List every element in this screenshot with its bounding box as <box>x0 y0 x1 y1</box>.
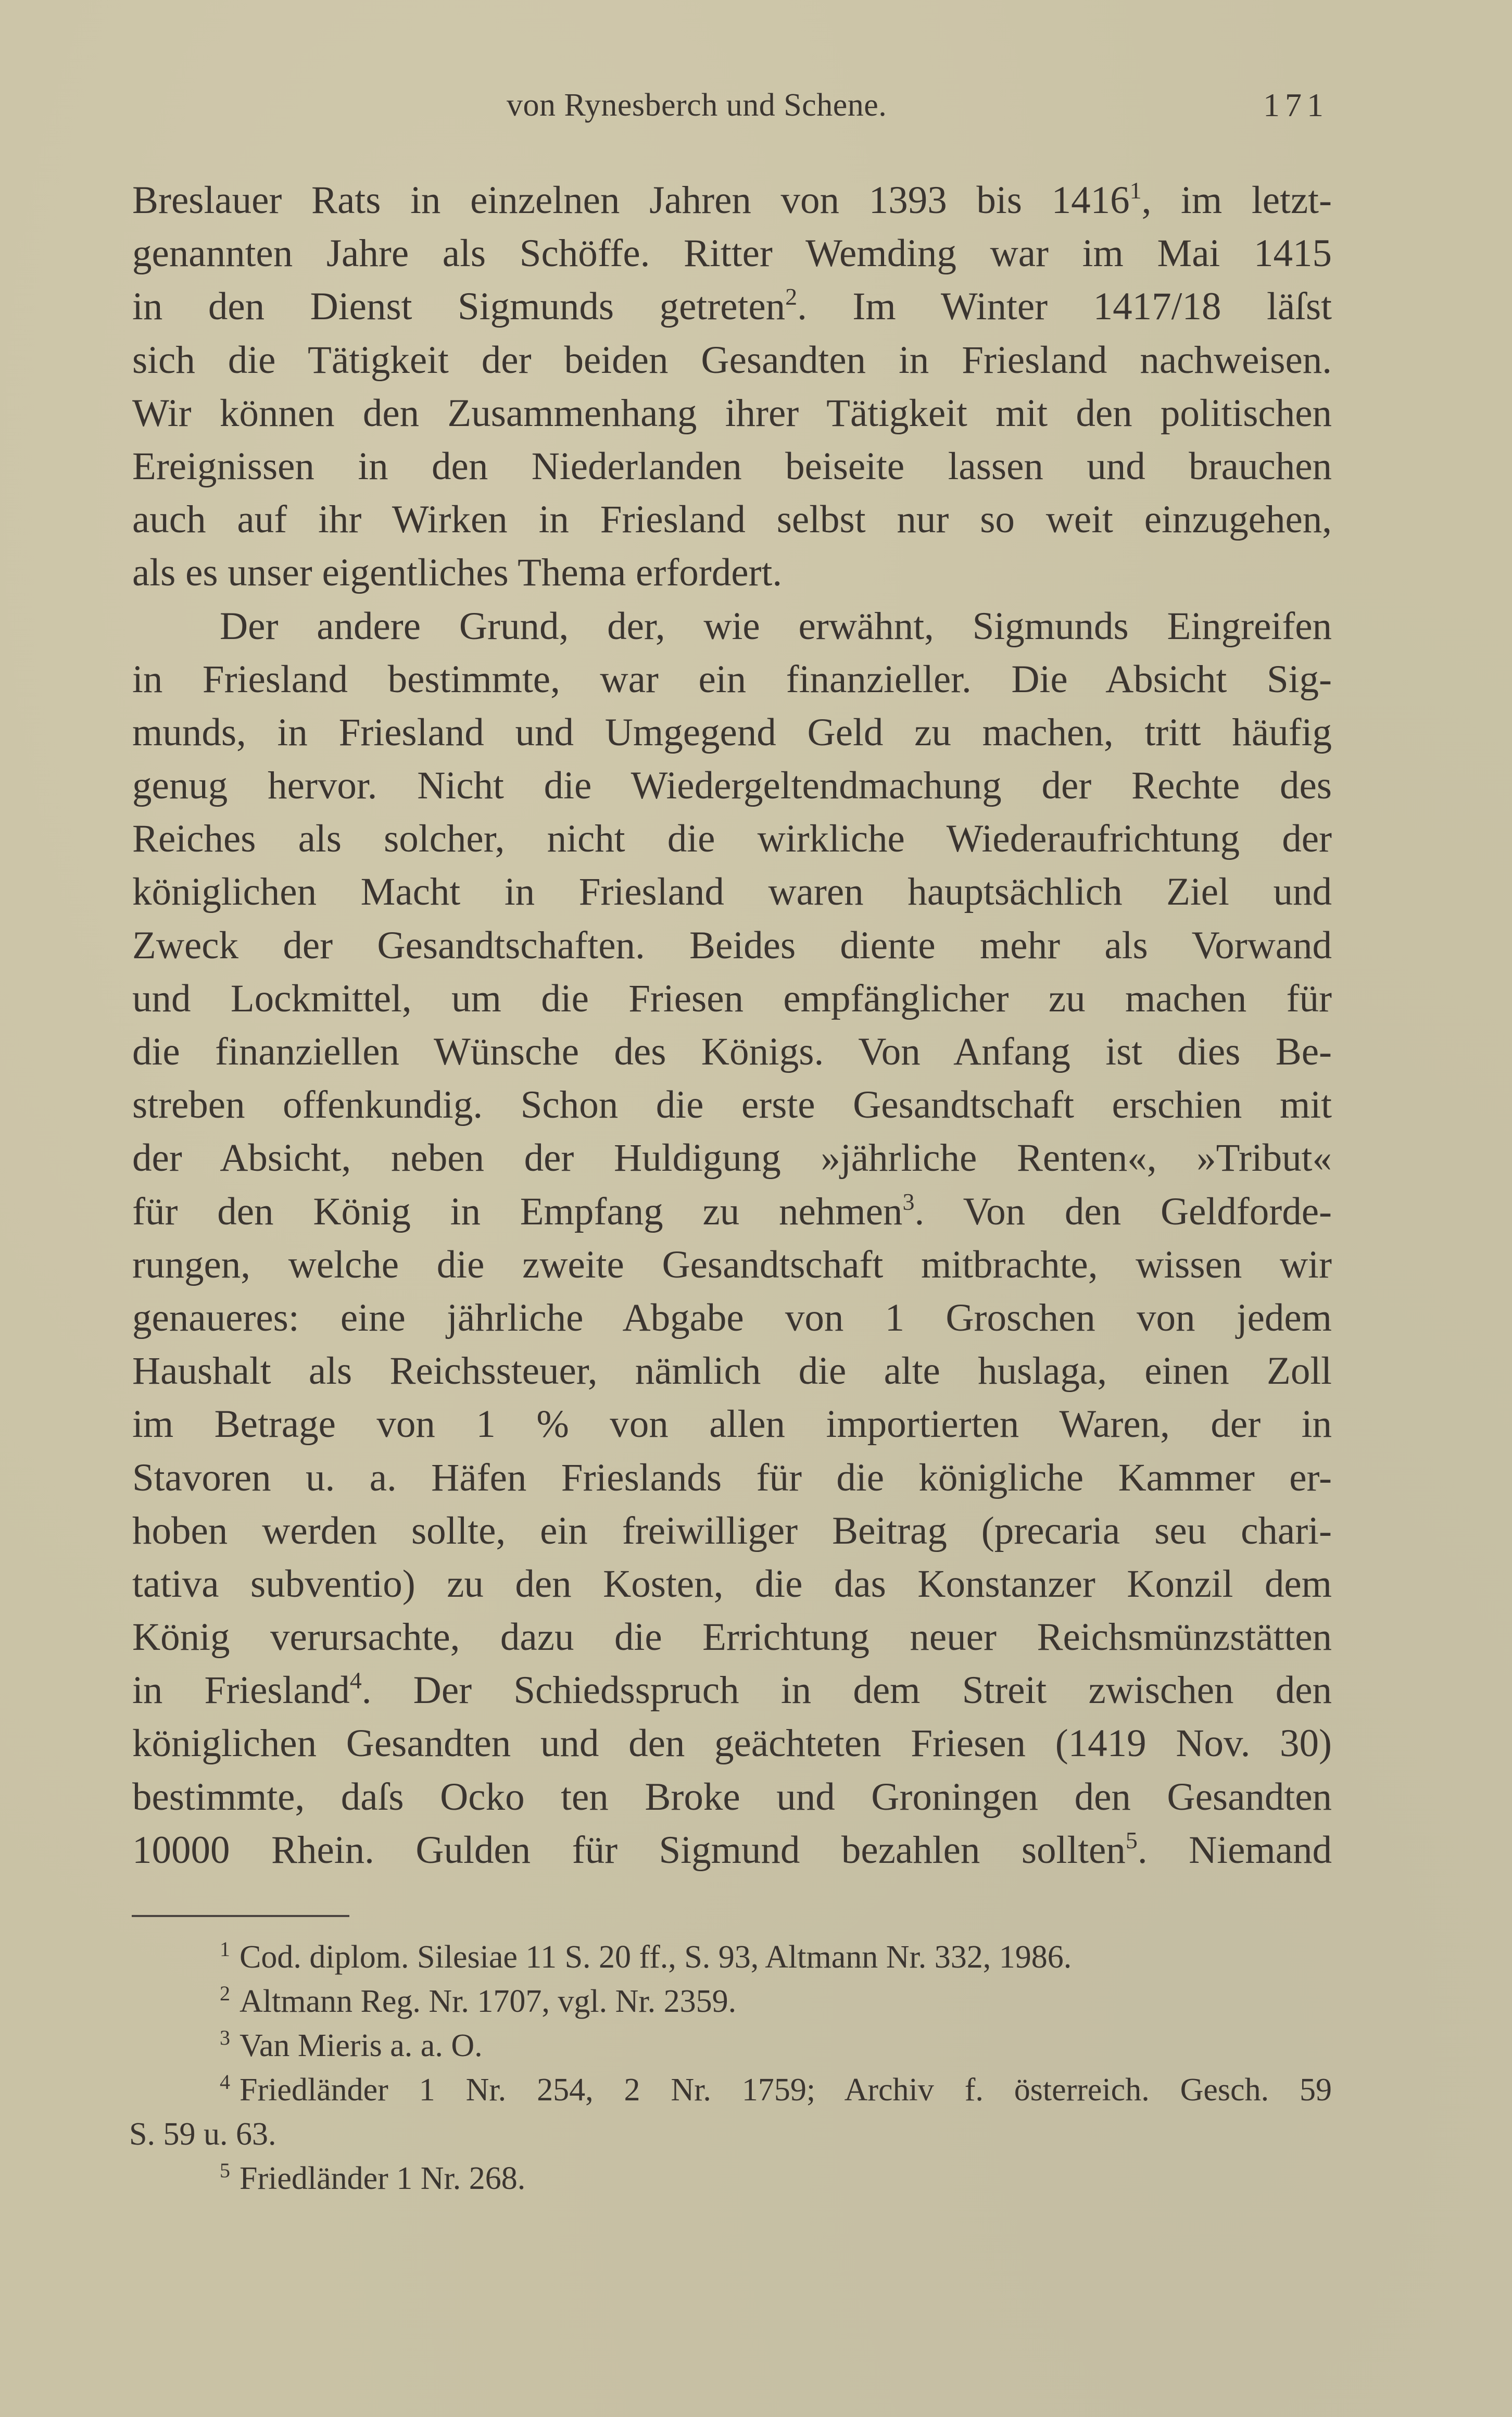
text-line: Der andere Grund, der, wie erwähnt, Sigmunds Eingreifen <box>220 604 1332 648</box>
footnote-number: 5 <box>220 2159 230 2182</box>
footnote-2: $^2$ Altmann Reg. Nr. 1707, vgl. Nr. 2359. <box>220 1982 737 2019</box>
footnote-3: $^3$ Van Mieris a. a. O. <box>220 2026 483 2063</box>
footnote-1: $^1$ Cod. diplom. Silesiae 11 S. 20 ff., S. 93, Altmann Nr. 332, 1986. <box>220 1937 1072 1975</box>
text-line: königlichen Macht in Friesland waren hauptsächlich Ziel und <box>132 870 1332 914</box>
text-line: königlichen Gesandten und den geächteten Friesen (1419 Nov. 30) <box>132 1722 1332 1765</box>
text-line: Wir können den Zusammenhang ihrer Tätigkeit mit den politischen <box>132 391 1332 435</box>
text-line: sich die Tätigkeit der beiden Gesandten in Friesland nachweisen. <box>132 338 1332 382</box>
text-line: auch auf ihr Wirken in Friesland selbst nur so weit einzugehen, <box>132 498 1332 542</box>
footnote-5: $^5$ Friedländer 1 Nr. 268. <box>220 2159 526 2196</box>
text-line: Ereignissen in den Niederlanden beiseite lassen und brauchen <box>132 444 1332 488</box>
text-line: im Betrage von 1 % von allen importierten Waren, der in <box>132 1402 1332 1446</box>
text-line: Zweck der Gesandtschaften. Beides diente mehr als Vorwand <box>132 923 1332 967</box>
text-line: genannten Jahre als Schöffe. Ritter Wemding war im Mai 1415 <box>132 232 1332 275</box>
text-line: bestimmte, daſs Ocko ten Broke und Groningen den Gesandten <box>132 1775 1332 1819</box>
text-line: Stavoren u. a. Häfen Frieslands für die königliche Kammer er- <box>132 1456 1332 1499</box>
text-line: die finanziellen Wünsche des Königs. Von Anfang ist dies Be- <box>132 1030 1332 1073</box>
footnote-4: $^4$ Friedländer 1 Nr. 254, 2 Nr. 1759; Archiv f. österreich. Gesch. 59 <box>220 2070 1332 2108</box>
footnote-ref[interactable]: 5 <box>1125 1826 1138 1854</box>
text-line: in Friesland$^4$. Der Schiedsspruch in dem Streit zwischen den <box>132 1667 1332 1712</box>
footnotes <box>129 1935 1332 2201</box>
text-line: und Lockmittel, um die Friesen empfänglicher zu machen für <box>132 976 1332 1020</box>
footnote-ref[interactable]: 3 <box>902 1188 915 1215</box>
text-line: streben offenkundig. Schon die erste Gesandtschaft erschien mit <box>132 1083 1332 1127</box>
text-line: König verursachte, dazu die Errichtung neuer Reichsmünzstätten <box>132 1615 1332 1659</box>
text-line: genug hervor. Nicht die Wiedergeltendmachung der Rechte des <box>132 764 1332 808</box>
footnote-number: 4 <box>220 2070 230 2094</box>
text-line: rungen, welche die zweite Gesandtschaft mitbrachte, wissen wir <box>132 1243 1332 1286</box>
text-line: hoben werden sollte, ein freiwilliger Beitrag (precaria seu chari- <box>132 1509 1332 1552</box>
running-head: von Rynesberch und Schene. <box>507 87 887 123</box>
footnote-ref[interactable]: 2 <box>785 283 798 310</box>
text-line: in Friesland bestimmte, war ein finanzieller. Die Absicht Sig- <box>132 657 1332 701</box>
text-line: Breslauer Rats in einzelnen Jahren von 1393 bis 1416$^1$, im letzt- <box>132 177 1332 222</box>
text-line: genaueres: eine jährliche Abgabe von 1 Groschen von jedem <box>132 1296 1332 1339</box>
footnote-number: 1 <box>220 1937 230 1961</box>
footnote-number: 2 <box>220 1982 230 2005</box>
footnote-ref[interactable]: 1 <box>1129 177 1142 204</box>
footnote-separator <box>132 1915 349 1917</box>
page-number: 171 <box>1263 86 1329 123</box>
text-line: der Absicht, neben der Huldigung »jährliche Renten«, »Tribut« <box>132 1136 1332 1180</box>
footnote-4-continuation: S. 59 u. 63. <box>129 2117 276 2152</box>
text-line: für den König in Empfang zu nehmen$^3$. Von den Geldforde- <box>132 1188 1332 1233</box>
text-line: 10000 Rhein. Gulden für Sigmund bezahlen sollten$^5$. Niemand <box>132 1826 1332 1872</box>
footnote-ref[interactable]: 4 <box>349 1667 362 1694</box>
text-line: Reiches als solcher, nicht die wirkliche Wiederaufrichtung der <box>132 817 1332 861</box>
text-line: tativa subventio) zu den Kosten, die das Konstanzer Konzil dem <box>132 1562 1332 1606</box>
text-line: in den Dienst Sigmunds getreten$^2$. Im Winter 1417/18 läſst <box>132 283 1332 329</box>
text-line: Haushalt als Reichssteuer, nämlich die alte huslaga, einen Zoll <box>132 1349 1332 1393</box>
text-line: als es unser eigentliches Thema erfordert. <box>132 551 783 595</box>
footnote-number: 3 <box>220 2026 230 2049</box>
body-text <box>132 174 1332 1877</box>
text-line: munds, in Friesland und Umgegend Geld zu machen, tritt häufig <box>132 710 1332 754</box>
